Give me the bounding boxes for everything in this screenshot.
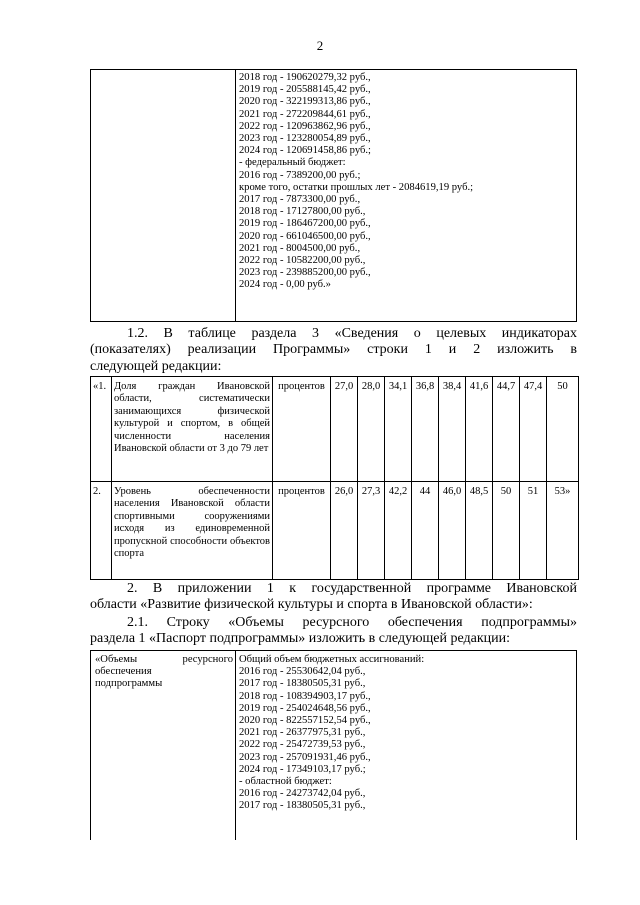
text-line: кроме того, остатки прошлых лет - 2084619,19 руб.; [239, 181, 474, 193]
paragraph-2-1 [90, 615, 577, 648]
text-line: 2019 год - 186467200,00 руб., [239, 218, 371, 230]
indicator-value: 44,7 [493, 377, 520, 482]
text-line: 2020 год - 661046500,00 руб., [239, 230, 371, 242]
text-line: - областной бюджет: [239, 776, 332, 788]
row-number: 2. [91, 482, 112, 580]
resource-label [95, 654, 233, 691]
indicator-value: 51 [520, 482, 547, 580]
indicator-value: 47,4 [520, 377, 547, 482]
table-divider [235, 651, 236, 840]
text-line: 2024 год - 17349103,17 руб.; [239, 763, 366, 775]
paragraph-1-2 [90, 326, 577, 375]
text-line: - федеральный бюджет: [239, 157, 346, 169]
indicator-value: 28,0 [358, 377, 385, 482]
text-line: 2022 год - 120963862,96 руб., [239, 120, 371, 132]
text-line: 2016 год - 7389200,00 руб.; [239, 169, 361, 181]
text-line: 2024 год - 120691458,86 руб.; [239, 145, 371, 157]
text-line: 2022 год - 25472739,53 руб., [239, 739, 366, 751]
funding-table-continued [90, 69, 577, 322]
indicator-value: 38,4 [439, 377, 466, 482]
text-line: 2023 год - 257091931,46 руб., [239, 751, 371, 763]
resource-lines [239, 654, 424, 813]
indicator-value: 27,3 [358, 482, 385, 580]
text-line: 2016 год - 24273742,04 руб., [239, 788, 366, 800]
text-line: 2020 год - 822557152,54 руб., [239, 715, 371, 727]
indicator-description: Доля граждан Ивановской области, систематически занимающихся физической культурой и спортом, в общей численности населения Ивановской области от 3 до 79 лет [112, 377, 273, 482]
indicator-value: 41,6 [466, 377, 493, 482]
indicator-value: 48,5 [466, 482, 493, 580]
indicator-value: 34,1 [385, 377, 412, 482]
paragraph-line: (показателях) реализации Программы» строки 1 и 2 изложить в [90, 342, 577, 358]
paragraph-line: 1.2. В таблице раздела 3 «Сведения о целевых индикаторах [127, 326, 577, 341]
text-line: 2017 год - 7873300,00 руб., [239, 194, 361, 206]
indicator-value: 44 [412, 482, 439, 580]
indicator-value: 36,8 [412, 377, 439, 482]
indicator-description: Уровень обеспеченности населения Ивановской области спортивными сооружениями исходя из единовременной пропускной способности объектов спорта [112, 482, 273, 580]
indicator-value: 27,0 [331, 377, 358, 482]
text-line: 2018 год - 17127800,00 руб., [239, 206, 366, 218]
text-line: 2019 год - 254024648,56 руб., [239, 702, 371, 714]
paragraph-line: следующей редакции: [90, 358, 222, 374]
paragraph-2 [90, 581, 577, 614]
text-line: 2017 год - 18380505,31 руб., [239, 678, 366, 690]
indicator-value: 46,0 [439, 482, 466, 580]
text-line: 2017 год - 18380505,31 руб., [239, 800, 366, 812]
text-line: 2021 год - 272209844,61 руб., [239, 108, 371, 120]
indicator-unit: процентов [273, 482, 331, 580]
paragraph-line: 2. В приложении 1 к государственной программе Ивановской [127, 581, 577, 596]
text-line: 2018 год - 108394903,17 руб., [239, 690, 371, 702]
text-line: 2024 год - 0,00 руб.» [239, 279, 331, 291]
text-line: 2022 год - 10582200,00 руб., [239, 255, 366, 267]
text-line: 2023 год - 239885200,00 руб., [239, 267, 371, 279]
paragraph-line: области «Развитие физической культуры и спорта в Ивановской области»: [90, 597, 533, 613]
label-line: обеспечения [95, 666, 152, 678]
text-line: 2023 год - 123280054,89 руб., [239, 133, 371, 145]
text-line: 2016 год - 25530642,04 руб., [239, 666, 366, 678]
label-line: «Объемы ресурсного [95, 654, 233, 665]
indicator-value: 50 [547, 377, 579, 482]
table-row [91, 482, 579, 580]
table-row [91, 377, 579, 482]
paragraph-line: раздела 1 «Паспорт подпрограммы» изложить в следующей редакции: [90, 631, 511, 647]
text-line: 2020 год - 322199313,86 руб., [239, 96, 371, 108]
row-number: «1. [91, 377, 112, 482]
page-number: 2 [316, 38, 324, 53]
indicator-value: 50 [493, 482, 520, 580]
indicators-table [90, 376, 579, 580]
text-line: 2018 год - 190620279,32 руб., [239, 72, 371, 83]
resource-provision-table [90, 650, 577, 840]
indicator-value: 26,0 [331, 482, 358, 580]
label-line: подпрограммы [95, 678, 163, 690]
indicator-value: 42,2 [385, 482, 412, 580]
funding-lines [239, 72, 473, 292]
table-divider [235, 70, 236, 321]
text-line: 2021 год - 26377975,31 руб., [239, 727, 366, 739]
text-line: Общий объем бюджетных ассигнований: [239, 654, 425, 665]
text-line: 2021 год - 8004500,00 руб., [239, 242, 361, 254]
indicator-value: 53» [547, 482, 579, 580]
paragraph-line: 2.1. Строку «Объемы ресурсного обеспечения подпрограммы» [127, 615, 577, 630]
indicator-unit: процентов [273, 377, 331, 482]
text-line: 2019 год - 205588145,42 руб., [239, 84, 371, 96]
